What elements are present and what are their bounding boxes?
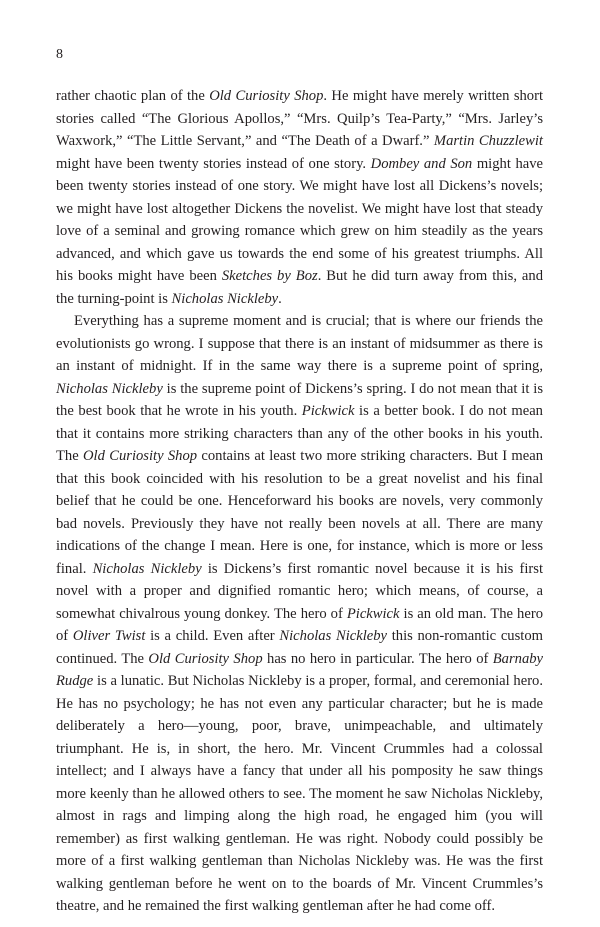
italic-title-text: Martin Chuzzlewit [433, 133, 543, 149]
body-text: is a lunatic. But Nicholas Nickleby is a proper, formal, and ceremonial hero. He has no psychology; he has not even any particular character; but he is made deliberately a hero—young, poor, brave, unimpeachable, and ultimately triumphant. He is, in short, the hero. Mr. Vincent Crummles had a colossal intellect; and I always have a fancy that under all his pomposity he saw things more keenly than he allowed others to see. The moment he saw Nicholas Nickleby, almost in rags and limping along the high road, he engaged him (you will remember) as first walking gentleman. He was right. Nobody could possibly be more of a first walking gentleman than Nicholas Nickleby was. He was the first walking gentleman before he went on to the boards of Mr. Vincent Crummles’s theatre, and he remained the first walking gentleman after he had come off. [56, 673, 543, 914]
body-text: contains at least two more striking characters. But I mean that this book coincided with his resolution to be a great novelist and his final belief that he could be one. Henceforward his books are novels, very commonly bad novels. Previously they have not really been novels at all. There are many indications of the change I mean. Here is one, for instance, which is more or less final. [56, 448, 544, 577]
italic-title-text: Barnaby Rudge [56, 650, 544, 689]
body-text: this non-romantic custom continued. The [56, 628, 543, 667]
body-text: might have been twenty stories instead of one story. We might have lost all Dickens’s novels; we might have lost altogether Dickens the novelist. We might have lost that steady love of a seminal and growing romance which grew on him steadily as the years advanced, and which gave us towards the end some of his greatest triumphs. All his books might have been [56, 155, 543, 284]
italic-title-text: Pickwick [301, 403, 355, 419]
body-text: rather chaotic plan of the [56, 88, 210, 104]
body-text: . But he did turn away from this, and the turning-point is [56, 268, 543, 307]
body-text: is Dickens’s first romantic novel because it is his first novel with a proper and dignified romantic hero; which means, of course, a somewhat chivalrous young donkey. The hero of [56, 560, 543, 622]
page-number: 8 [56, 47, 63, 62]
body-text: is a better book. I do not mean that it contains more striking characters than any of the other books in his youth. The [56, 403, 543, 464]
italic-title-text: Dombey and Son [370, 155, 473, 172]
body-text: has no hero in particular. The hero of [262, 650, 493, 667]
body-text: . [278, 290, 282, 307]
italic-title-text: Nicholas Nickleby [56, 380, 163, 397]
italic-title-text: Sketches by Boz [221, 268, 318, 284]
italic-title-text: Old Curiosity Shop [209, 88, 324, 104]
italic-title-text: Nicholas Nickleby [171, 290, 279, 307]
body-text: might have been twenty stories instead of one story. [56, 155, 371, 172]
italic-title-text: Old Curiosity Shop [148, 650, 263, 667]
paragraph [56, 85, 543, 310]
body-text: is an old man. The hero of [56, 605, 543, 644]
italic-title-text: Nicholas Nickleby [279, 628, 388, 644]
body-text: is the supreme point of Dickens’s spring. I do not mean that it is the best book that he wrote in his youth. [56, 380, 543, 419]
body-text: . He might have merely written short stories called “The Glorious Apollos,” “Mrs. Quilp’s Tea-Party,” “Mrs. Jarley’s Waxwork,” “The Little Servant,” and “The Death of a Dwarf.” [56, 88, 544, 149]
paragraph [56, 310, 543, 918]
italic-title-text: Pickwick [346, 605, 400, 622]
italic-title-text: Old Curiosity Shop [83, 448, 198, 464]
body-text: Everything has a supreme moment and is crucial; that is where our friends the evolutionists go wrong. I suppose that there is an instant of midsummer as there is an instant of midnight. If in the same way there is a supreme point of spring, [56, 313, 543, 374]
italic-title-text: Oliver Twist [72, 628, 146, 644]
page-body [56, 85, 543, 918]
body-text: is a child. Even after [145, 628, 280, 644]
italic-title-text: Nicholas Nickleby [92, 560, 202, 577]
